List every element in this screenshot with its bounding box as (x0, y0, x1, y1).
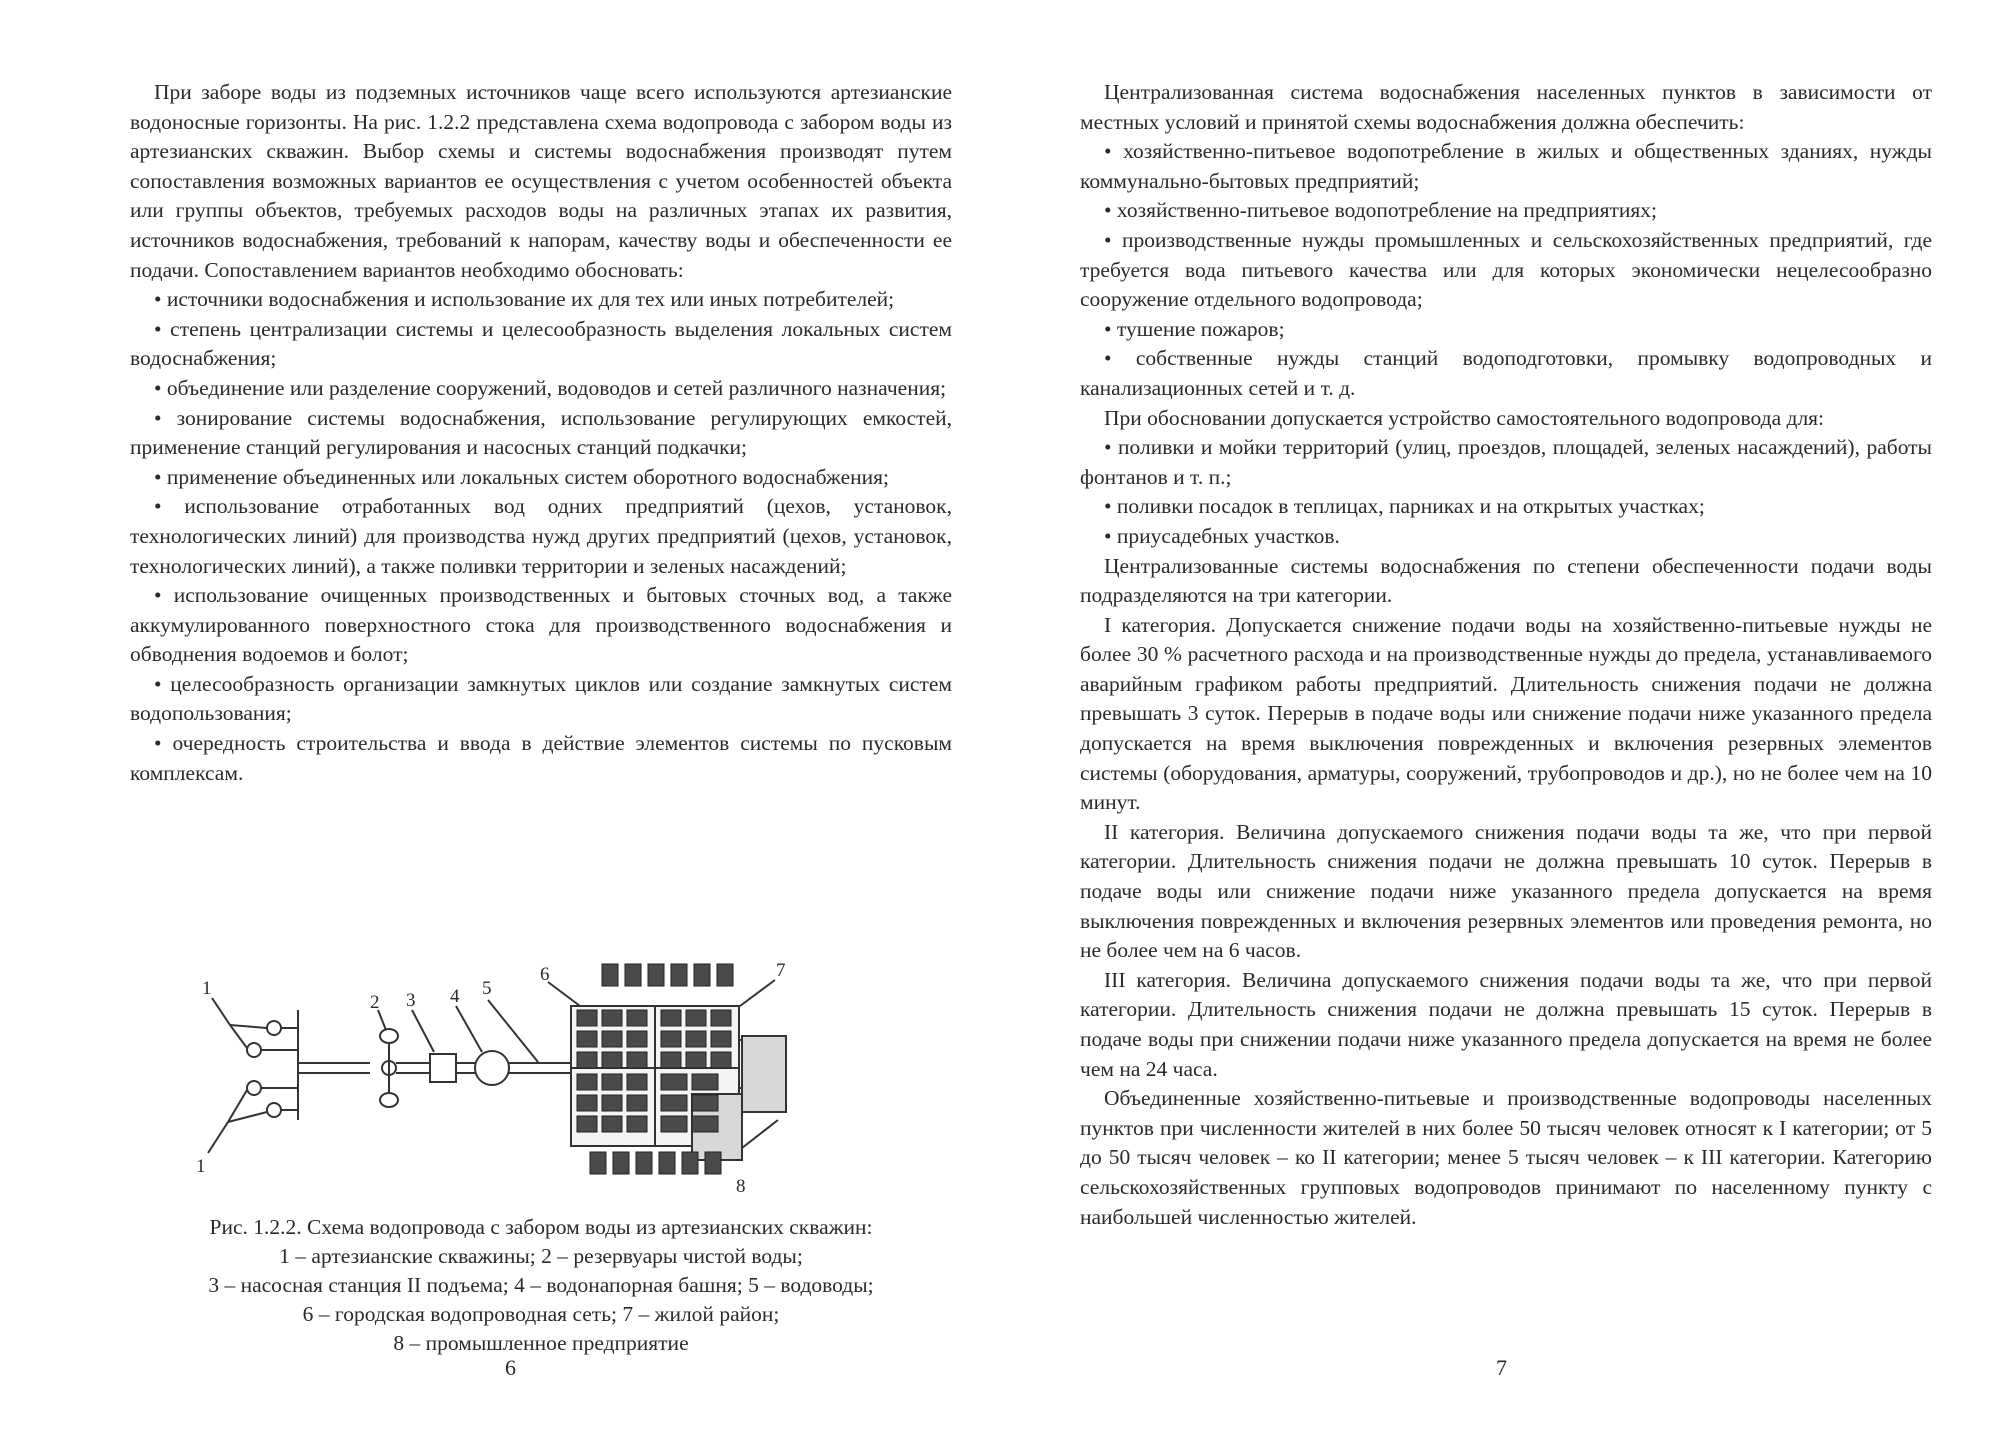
residential-block (627, 1031, 647, 1047)
reservoir-icon (380, 1093, 398, 1107)
diagram-label-1: 1 (196, 1156, 206, 1177)
page-number: 6 (505, 1355, 516, 1380)
bullet-item: • поливки и мойки территорий (улиц, проездов, площадей, зеленых насаждений), работы фонтанов и т. п.; (1080, 433, 1932, 492)
residential-block (602, 1074, 622, 1090)
bullet-item: • хозяйственно-питьевое водопотребление в жилых и общественных зданиях, нужды коммунально-бытовых предприятий; (1080, 137, 1932, 196)
residential-block (659, 1152, 675, 1174)
residential-block (692, 1116, 718, 1132)
residential-block (577, 1031, 597, 1047)
residential-block (711, 1031, 731, 1047)
bullet-item: • очередность строительства и ввода в действие элементов системы по пусковым комплексам. (130, 729, 952, 788)
residential-block (711, 1010, 731, 1026)
left-text (130, 78, 952, 788)
residential-block (661, 1031, 681, 1047)
diagram-label-8: 8 (736, 1176, 746, 1197)
diagram-label-5: 5 (482, 978, 492, 999)
diagram-label-7: 7 (776, 960, 786, 981)
residential-block (577, 1052, 597, 1068)
water-supply-diagram (130, 960, 952, 1200)
residential-block (627, 1052, 647, 1068)
reservoir-icon (380, 1029, 398, 1043)
water-tower-icon (475, 1051, 509, 1085)
residential-block (671, 964, 687, 986)
paragraph: Централизованные системы водоснабжения по степени обеспеченности подачи воды подразделяются на три категории. (1080, 553, 1932, 608)
paragraph: При обосновании допускается устройство самостоятельного водопровода для: (1104, 405, 1825, 430)
diagram-label-4: 4 (450, 986, 460, 1007)
residential-block (577, 1116, 597, 1132)
artesian-well-icon (247, 1043, 261, 1057)
residential-block (602, 964, 618, 986)
paragraph: Объединенные хозяйственно-питьевые и производственные водопроводы населенных пунктов при численности жителей в них более 50 тысяч человек относят к I категории; от 5 до 50 тысяч человек – ко II категории; менее 5 тысяч человек – к III категории. Категорию сельскохозяйственных групповых водопроводов принимают по населенному пункту с наибольшей численностью жителей. (1080, 1086, 1932, 1229)
paragraph: Централизованная система водоснабжения населенных пунктов в зависимости от местных условий и принятой схемы водоснабжения должна обеспечить: (1080, 80, 1932, 134)
artesian-well-icon (267, 1103, 281, 1117)
page-number: 7 (1496, 1355, 1507, 1380)
residential-block (661, 1095, 687, 1111)
caption-line: 6 – городская водопроводная сеть; 7 – жилой район; (302, 1302, 780, 1326)
bullet-item: • собственные нужды станций водоподготовки, промывку водопроводных и канализационных сетей и т. д. (1080, 344, 1932, 403)
residential-block (627, 1095, 647, 1111)
diagram-label-1: 1 (202, 978, 212, 999)
residential-block (686, 1010, 706, 1026)
bullet-item: • хозяйственно-питьевое водопотребление на предприятиях; (1080, 196, 1932, 226)
paragraph: I категория. Допускается снижение подачи воды на хозяйственно-питьевые нужды не более 30 % расчетного расхода и на производственные нужды до предела, устанавливаемого аварийным графиком работы предприятий. Длительность снижения подачи не должна превышать 3 суток. Перерыв в подаче воды или снижение подачи ниже указанного предела допускается на время выключения поврежденных и включения резервных элементов системы (оборудования, арматуры, сооружений, трубопроводов и др.), но не более чем на 10 минут. (1080, 612, 1932, 815)
residential-block (682, 1152, 698, 1174)
figure-caption (130, 1213, 952, 1358)
diagram-svg (130, 960, 952, 1200)
artesian-well-icon (267, 1021, 281, 1035)
paragraph: II категория. Величина допускаемого снижения подачи воды та же, что при первой категории. Длительность снижения подачи не должна превышать 10 суток. Перерыв в подаче воды или снижение подачи ниже указанного предела допускается на время выключения поврежденных и включения резервных элементов или проведения ремонта, но не более чем на 6 часов. (1080, 819, 1932, 963)
residential-block (627, 1010, 647, 1026)
bullet-item: • целесообразность организации замкнутых циклов или создание замкнутых систем водопользования; (130, 670, 952, 729)
leader-line (412, 1010, 434, 1052)
residential-block (694, 964, 710, 986)
residential-block (625, 964, 641, 986)
leader-line (456, 1006, 482, 1052)
leader-line (208, 1122, 228, 1153)
artesian-well-icon (247, 1081, 261, 1095)
leader-line (740, 980, 775, 1006)
bullet-item: • поливки посадок в теплицах, парниках и на открытых участках; (1080, 492, 1932, 522)
leader-line (212, 998, 230, 1025)
bullet-item: • приусадебных участков. (1080, 522, 1932, 552)
residential-block (602, 1095, 622, 1111)
paragraph: III категория. Величина допускаемого снижения подачи воды та же, что при первой категории. Длительность снижения подачи не должна превышать 15 суток. Перерыв в подаче воды при снижении подачи ниже указанного предела допускается на время не более чем на 24 часа. (1080, 967, 1932, 1081)
residential-block (602, 1052, 622, 1068)
residential-block (627, 1074, 647, 1090)
residential-block (590, 1152, 606, 1174)
residential-block (692, 1095, 718, 1111)
residential-block (602, 1010, 622, 1026)
residential-block (661, 1052, 681, 1068)
caption-line: 3 – насосная станция II подъема; 4 – водонапорная башня; 5 – водоводы; (208, 1273, 874, 1297)
bullet-item: • степень централизации системы и целесообразность выделения локальных систем водоснабжения; (130, 315, 952, 374)
right-text (1080, 78, 1932, 1232)
residential-block (686, 1052, 706, 1068)
residential-block (661, 1074, 687, 1090)
residential-block (627, 1116, 647, 1132)
bullet-item: • источники водоснабжения и использование их для тех или иных потребителей; (130, 285, 952, 315)
diagram-label-3: 3 (406, 990, 416, 1011)
residential-block (711, 1052, 731, 1068)
residential-block (636, 1152, 652, 1174)
residential-block (705, 1152, 721, 1174)
bullet-item: • объединение или разделение сооружений, водоводов и сетей различного назначения; (130, 374, 952, 404)
residential-block (602, 1116, 622, 1132)
caption-line: Рис. 1.2.2. Схема водопровода с забором воды из артезианских скважин: (209, 1215, 873, 1239)
diagram-label-6: 6 (540, 964, 550, 985)
industrial-enterprise (742, 1036, 786, 1112)
residential-block (577, 1095, 597, 1111)
residential-block (661, 1116, 687, 1132)
residential-block (602, 1031, 622, 1047)
residential-block (661, 1010, 681, 1026)
pump-station-icon (430, 1054, 456, 1082)
leader-line (742, 1120, 778, 1148)
residential-block (648, 964, 664, 986)
residential-block (577, 1074, 597, 1090)
bullet-item: • использование очищенных производственных и бытовых сточных вод, а также аккумулированного поверхностного стока для производственного водоснабжения и обводнения водоемов и болот; (130, 581, 952, 670)
diagram-label-2: 2 (370, 992, 380, 1013)
residential-block (717, 964, 733, 986)
residential-block (577, 1010, 597, 1026)
residential-block (686, 1031, 706, 1047)
residential-block (613, 1152, 629, 1174)
paragraph: При заборе воды из подземных источников чаще всего используются артезианские водоносные горизонты. На рис. 1.2.2 представлена схема водопровода с забором воды из артезианских скважин. Выбор схемы и системы водоснабжения производят путем сопоставления возможных вариантов ее осуществления с учетом особенностей объекта или группы объектов, требуемых расходов воды на различных этапах их развития, источников водоснабжения, требований к напорам, качеству воды и обеспеченности ее подачи. Сопоставлением вариантов необходимо обосновать: (130, 80, 952, 282)
residential-block (692, 1074, 718, 1090)
leader-line (378, 1010, 386, 1030)
caption-line: 1 – артезианские скважины; 2 – резервуары чистой воды; (279, 1244, 803, 1268)
bullet-item: • тушение пожаров; (1080, 315, 1932, 345)
bullet-item: • использование отработанных вод одних предприятий (цехов, установок, технологических линий) для производства нужд других предприятий (цехов, установок, технологических линий), а также поливки территории и зеленых насаждений; (130, 492, 952, 581)
right-page (1080, 78, 1932, 1232)
bullet-item: • производственные нужды промышленных и сельскохозяйственных предприятий, где требуется вода питьевого качества или для которых экономически нецелесообразно сооружение отдельного водопровода; (1080, 226, 1932, 315)
bullet-item: • зонирование системы водоснабжения, использование регулирующих емкостей, применение станций регулирования и насосных станций подкачки; (130, 404, 952, 463)
bullet-item: • применение объединенных или локальных систем оборотного водоснабжения; (130, 463, 952, 493)
caption-line: 8 – промышленное предприятие (393, 1331, 689, 1355)
left-page (130, 78, 953, 1355)
